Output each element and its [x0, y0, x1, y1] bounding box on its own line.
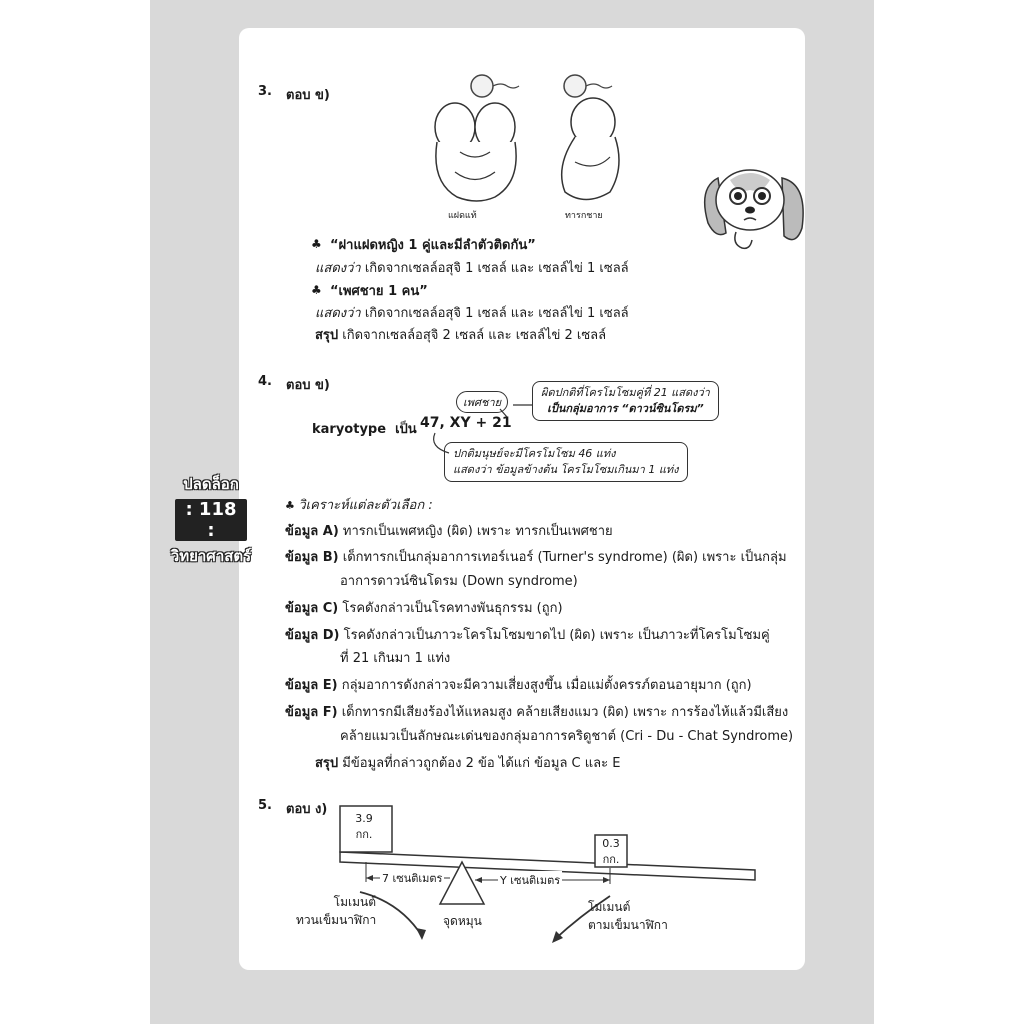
club-bullet-icon: ♣: [285, 499, 299, 512]
distance-right: Y เซนติเมตร: [498, 871, 562, 889]
q4-summary: สรุป มีข้อมูลที่กล่าวถูกต้อง 2 ข้อ ได้แก่ ข้อมูล C และ E: [315, 756, 621, 771]
caption-twins: แฝดแท้: [448, 211, 477, 221]
weight-left: 3.9 กก.: [355, 812, 373, 841]
note-down-syndrome: ผิดปกติที่โครโมโซมคู่ที่ 21 แสดงว่า เป็นกลุ่มอาการ “ดาวน์ซินโดรม”: [532, 381, 719, 421]
q4-item-e: ข้อมูล E) กลุ่มอาการดังกล่าวจะมีความเสี่ยงสูงขึ้น เมื่อแม่ตั้งครรภ์ตอนอายุมาก (ถูก): [285, 678, 752, 693]
moment-cw-label: โมเมนต์ ตามเข็มนาฬิกา: [588, 900, 668, 932]
dog-mascot-icon: [700, 160, 808, 260]
caption-boy: ทารกชาย: [565, 211, 603, 221]
q4-item-f-line2: คล้ายแมวเป็นลักษณะเด่นของกลุ่มอาการคริดูชาต์ (Cri - Du - Chat Syndrome): [340, 729, 794, 744]
q3-answer: ตอบ ข): [286, 88, 330, 103]
club-bullet-icon: ♣: [311, 237, 322, 251]
q3-b1-line: แสดงว่า เกิดจากเซลล์อสุจิ 1 เซลล์ และ เซลล์ไข่ 1 เซลล์: [315, 261, 629, 276]
q3-summary: สรุป เกิดจากเซลล์อสุจิ 2 เซลล์ และ เซลล์ไข่ 2 เซลล์: [315, 328, 607, 343]
sex-label-oval: เพศชาย: [456, 391, 508, 413]
q4-item-d: ข้อมูล D) โรคดังกล่าวเป็นภาวะโครโมโซมขาดไป (ผิด) เพราะ เป็นภาวะที่โครโมโซมคู่: [285, 628, 770, 643]
q3-b2-title: “เพศชาย 1 คน”: [330, 284, 428, 299]
q5-number: 5.: [258, 798, 272, 813]
q4-item-b: ข้อมูล B) เด็กทารกเป็นกลุ่มอาการเทอร์เนอร์ (Turner's syndrome) (ผิด) เพราะ เป็นกลุ่ม: [285, 550, 787, 565]
q4-item-c: ข้อมูล C) โรคดังกล่าวเป็นโรคทางพันธุกรรม (ถูก): [285, 601, 563, 616]
side-tab-line1: ปลดล็อก: [183, 475, 239, 493]
q3-b2-line: แสดงว่า เกิดจากเซลล์อสุจิ 1 เซลล์ และ เซลล์ไข่ 1 เซลล์: [315, 306, 629, 321]
q5-answer: ตอบ ง): [286, 802, 328, 817]
pivot-label: จุดหมุน: [443, 914, 482, 928]
q4-analyze-heading: ♣ วิเคราะห์แต่ละตัวเลือก :: [285, 498, 433, 513]
club-bullet-icon: ♣: [311, 283, 322, 297]
moment-ccw-label: โมเมนต์ ทวนเข็มนาฬิกา: [296, 895, 377, 927]
side-tab: [170, 472, 252, 568]
q3-number: 3.: [258, 84, 272, 99]
q4-number: 4.: [258, 374, 272, 389]
annotation-arrows: [415, 395, 535, 455]
side-tab-line3: วิทยาศาสตร์: [170, 547, 252, 565]
q3-b1-title: “ฝาแฝดหญิง 1 คู่และมีลำตัวติดกัน”: [330, 238, 536, 253]
page-number: : 118 :: [175, 499, 247, 541]
q4-item-a: ข้อมูล A) ทารกเป็นเพศหญิง (ผิด) เพราะ ทารกเป็นเพศชาย: [285, 524, 613, 539]
weight-right: 0.3 กก.: [602, 837, 620, 866]
q4-item-b-line2: อาการดาวน์ซินโดรม (Down syndrome): [340, 574, 578, 589]
karyotype-label: karyotype เป็น: [312, 422, 417, 437]
q4-answer: ตอบ ข): [286, 378, 330, 393]
q4-item-f: ข้อมูล F) เด็กทารกมีเสียงร้องไห้แหลมสูง คล้ายเสียงแมว (ผิด) เพราะ การร้องไห้แล้วมีเสียง: [285, 705, 789, 720]
karyotype-value: 47, XY + 21: [420, 415, 512, 431]
q4-item-d-line2: ที่ 21 เกินมา 1 แท่ง: [340, 651, 451, 666]
distance-left: 7 เซนติเมตร: [380, 869, 444, 887]
embryo-illustration: [425, 72, 625, 222]
note-chromosome-count: ปกติมนุษย์จะมีโครโมโซม 46 แท่ง แสดงว่า ข้อมูลข้างต้น โครโมโซมเกินมา 1 แท่ง: [444, 442, 688, 482]
